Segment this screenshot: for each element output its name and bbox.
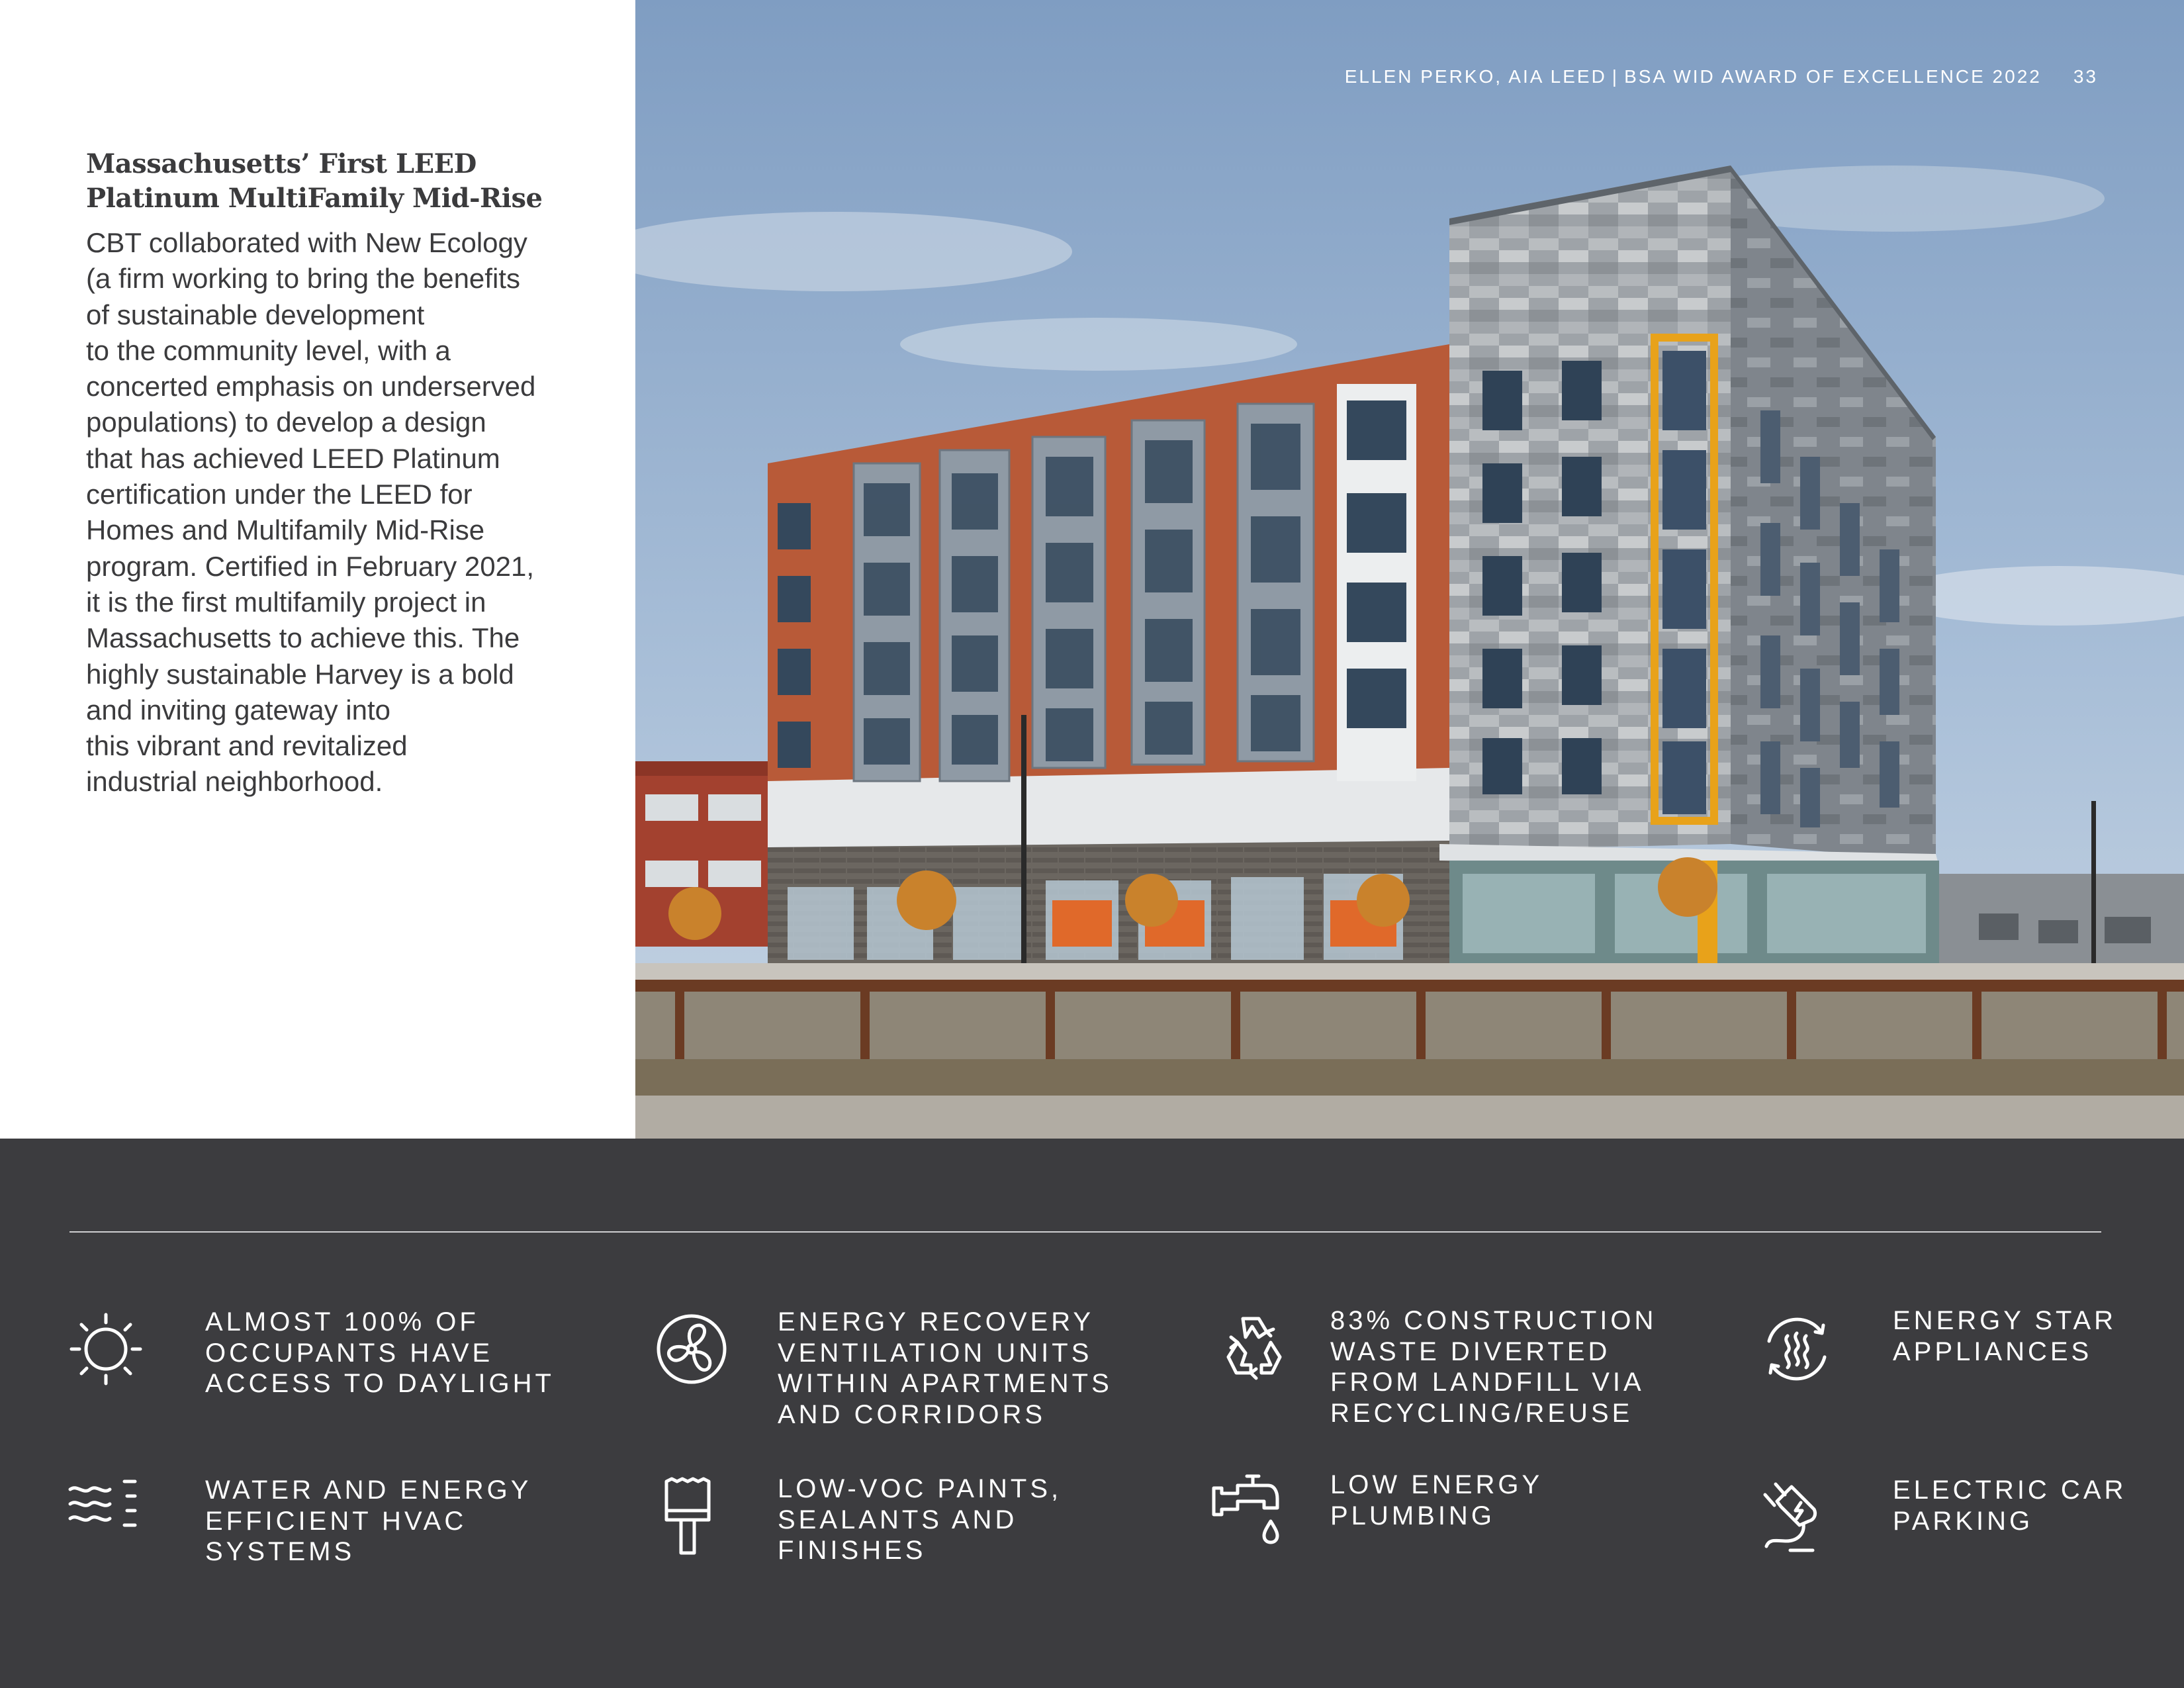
feature-energy-star (1757, 1306, 2117, 1389)
recycle-icon (1211, 1309, 1291, 1389)
feature-label: ALMOST 100% OF OCCUPANTS HAVE ACCESS TO DAYLIGHT (205, 1307, 555, 1398)
body-line: highly sustainable Harvey is a bold (86, 658, 514, 690)
feature-label: LOW ENERGY PLUMBING (1330, 1470, 1543, 1530)
article-text-column (86, 147, 563, 800)
body-line: that has achieved LEED Platinum (86, 442, 500, 474)
divider-rule (69, 1231, 2101, 1233)
running-head (1345, 66, 2098, 87)
body-line: concerted emphasis on underserved (86, 371, 536, 402)
energy-cycle-icon (1757, 1309, 1837, 1389)
building-photo (635, 0, 2184, 1139)
features-band (0, 1139, 2184, 1688)
feature-label: ENERGY STAR APPLIANCES (1893, 1306, 2117, 1366)
body-line: Homes and Multifamily Mid-Rise (86, 514, 485, 546)
body-line: this vibrant and revitalized (86, 730, 408, 762)
body-line: certification under the LEED for (86, 479, 473, 510)
heading-line-1: Massachusetts’ First LEED (86, 148, 477, 179)
article-heading (86, 147, 563, 216)
paintbrush-icon (652, 1476, 731, 1556)
feature-label: LOW-VOC PAINTS, SEALANTS AND FINISHES (778, 1474, 1062, 1565)
ev-plug-icon (1757, 1477, 1837, 1557)
feature-ventilation (652, 1309, 1113, 1430)
faucet-icon (1211, 1474, 1291, 1553)
heading-line-2: Platinum MultiFamily Mid-Rise (86, 183, 543, 214)
feature-plumbing (1211, 1470, 1543, 1553)
feature-low-voc (652, 1476, 1062, 1566)
article-body (86, 225, 563, 800)
building-illustration (635, 0, 2184, 1139)
page-number: 33 (2073, 66, 2098, 87)
feature-label: ELECTRIC CAR PARKING (1893, 1476, 2127, 1536)
body-line: Massachusetts to achieve this. The (86, 622, 520, 654)
body-line: to the community level, with a (86, 334, 451, 366)
fan-icon (652, 1309, 731, 1389)
water-waves-icon (66, 1470, 146, 1549)
feature-hvac (66, 1470, 531, 1568)
body-line: CBT collaborated with New Ecology (86, 227, 527, 258)
sun-icon (66, 1309, 146, 1389)
body-line: (a firm working to bring the benefits (86, 263, 520, 295)
body-line: of sustainable development (86, 299, 425, 330)
running-head-author: ELLEN PERKO, AIA LEED (1344, 66, 1607, 87)
feature-ev-parking (1757, 1477, 2126, 1557)
body-line: it is the first multifamily project in (86, 586, 486, 618)
feature-recycling (1211, 1306, 1657, 1429)
body-line: and inviting gateway into (86, 694, 390, 726)
running-head-award: BSA WID AWARD OF EXCELLENCE 2022 (1624, 66, 2042, 87)
body-line: industrial neighborhood. (86, 766, 383, 798)
body-line: populations) to develop a design (86, 406, 486, 438)
feature-daylight (66, 1309, 555, 1399)
feature-label: 83% CONSTRUCTION WASTE DIVERTED FROM LANDFILL VIA RECYCLING/REUSE (1330, 1306, 1657, 1428)
feature-label: WATER AND ENERGY EFFICIENT HVAC SYSTEMS (205, 1476, 532, 1566)
feature-label: ENERGY RECOVERY VENTILATION UNITS WITHIN APARTMENTS AND CORRIDORS (778, 1307, 1113, 1429)
body-line: program. Certified in February 2021, (86, 550, 534, 582)
running-head-separator: | (1612, 66, 1619, 87)
